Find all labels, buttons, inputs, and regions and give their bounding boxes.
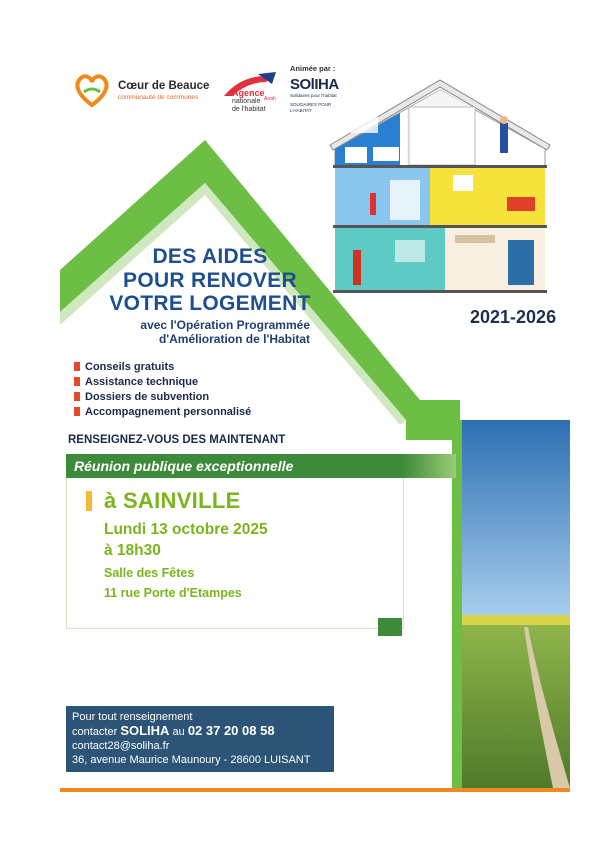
coeur-logo-sub: communauté de communes: [118, 94, 199, 101]
opah-line2: d'Amélioration de l'Habitat: [158, 332, 310, 346]
title-line3: VOTRE LOGEMENT: [109, 292, 311, 315]
reunion-banner-tail: [402, 454, 456, 478]
house-illustration: [325, 75, 557, 297]
opah-line1: avec l'Opération Programmée: [140, 318, 310, 332]
coeur-de-beauce-logo: [72, 72, 112, 108]
title-line1: DES AIDES: [152, 245, 268, 268]
years: 2021-2026: [470, 307, 557, 327]
landscape-photo: [458, 420, 570, 788]
anah-line2: nationale: [232, 98, 261, 105]
event-venue: Salle des Fêtes: [104, 566, 195, 580]
contact-phone[interactable]: 02 37 20 08 58: [187, 723, 275, 738]
anah-line3: de l'habitat: [232, 106, 266, 113]
contact-line2: contacter SOLIHA au 02 37 20 08 58: [72, 723, 275, 738]
event-date: Lundi 13 octobre 2025: [104, 521, 268, 538]
title-line2: POUR RENOVER: [123, 269, 297, 292]
reunion-banner: [66, 454, 402, 478]
soliha-logo: SOlIHA: [290, 76, 339, 93]
event-box-corner: [378, 618, 402, 636]
reunion-label: Réunion publique exceptionnelle: [74, 458, 294, 474]
list-item: Accompagnement personnalisé: [74, 404, 251, 419]
contact-box: [66, 706, 334, 772]
soliha-sub1: Solidaires pour l'habitat: [290, 93, 337, 98]
list-item: Conseils gratuits: [74, 359, 251, 374]
list-item: Dossiers de subvention: [74, 389, 251, 404]
contact-line1: Pour tout renseignement: [72, 711, 193, 723]
contact-email[interactable]: contact28@soliha.fr: [72, 740, 170, 752]
event-time: à 18h30: [104, 542, 161, 559]
event-place: à SAINVILLE: [104, 488, 241, 513]
coeur-logo-name: Cœur de Beauce: [118, 80, 210, 92]
event-marker: [86, 491, 92, 511]
renseignez-heading: RENSEIGNEZ-VOUS DES MAINTENANT: [68, 434, 286, 446]
soliha-sub3: L'HABITAT: [290, 108, 312, 113]
bullet-list: [74, 359, 251, 419]
contact-address: 36, avenue Maurice Maunoury - 28600 LUISANT: [72, 754, 311, 766]
list-item: Assistance technique: [74, 374, 251, 389]
soliha-header: Animée par :: [290, 64, 336, 73]
anah-line1: Agence: [232, 88, 265, 98]
soliha-sub2: SOLIDAIRES POUR: [290, 102, 332, 107]
event-address: 11 rue Porte d'Etampes: [104, 586, 242, 600]
anah-tag: Anah: [264, 96, 276, 102]
